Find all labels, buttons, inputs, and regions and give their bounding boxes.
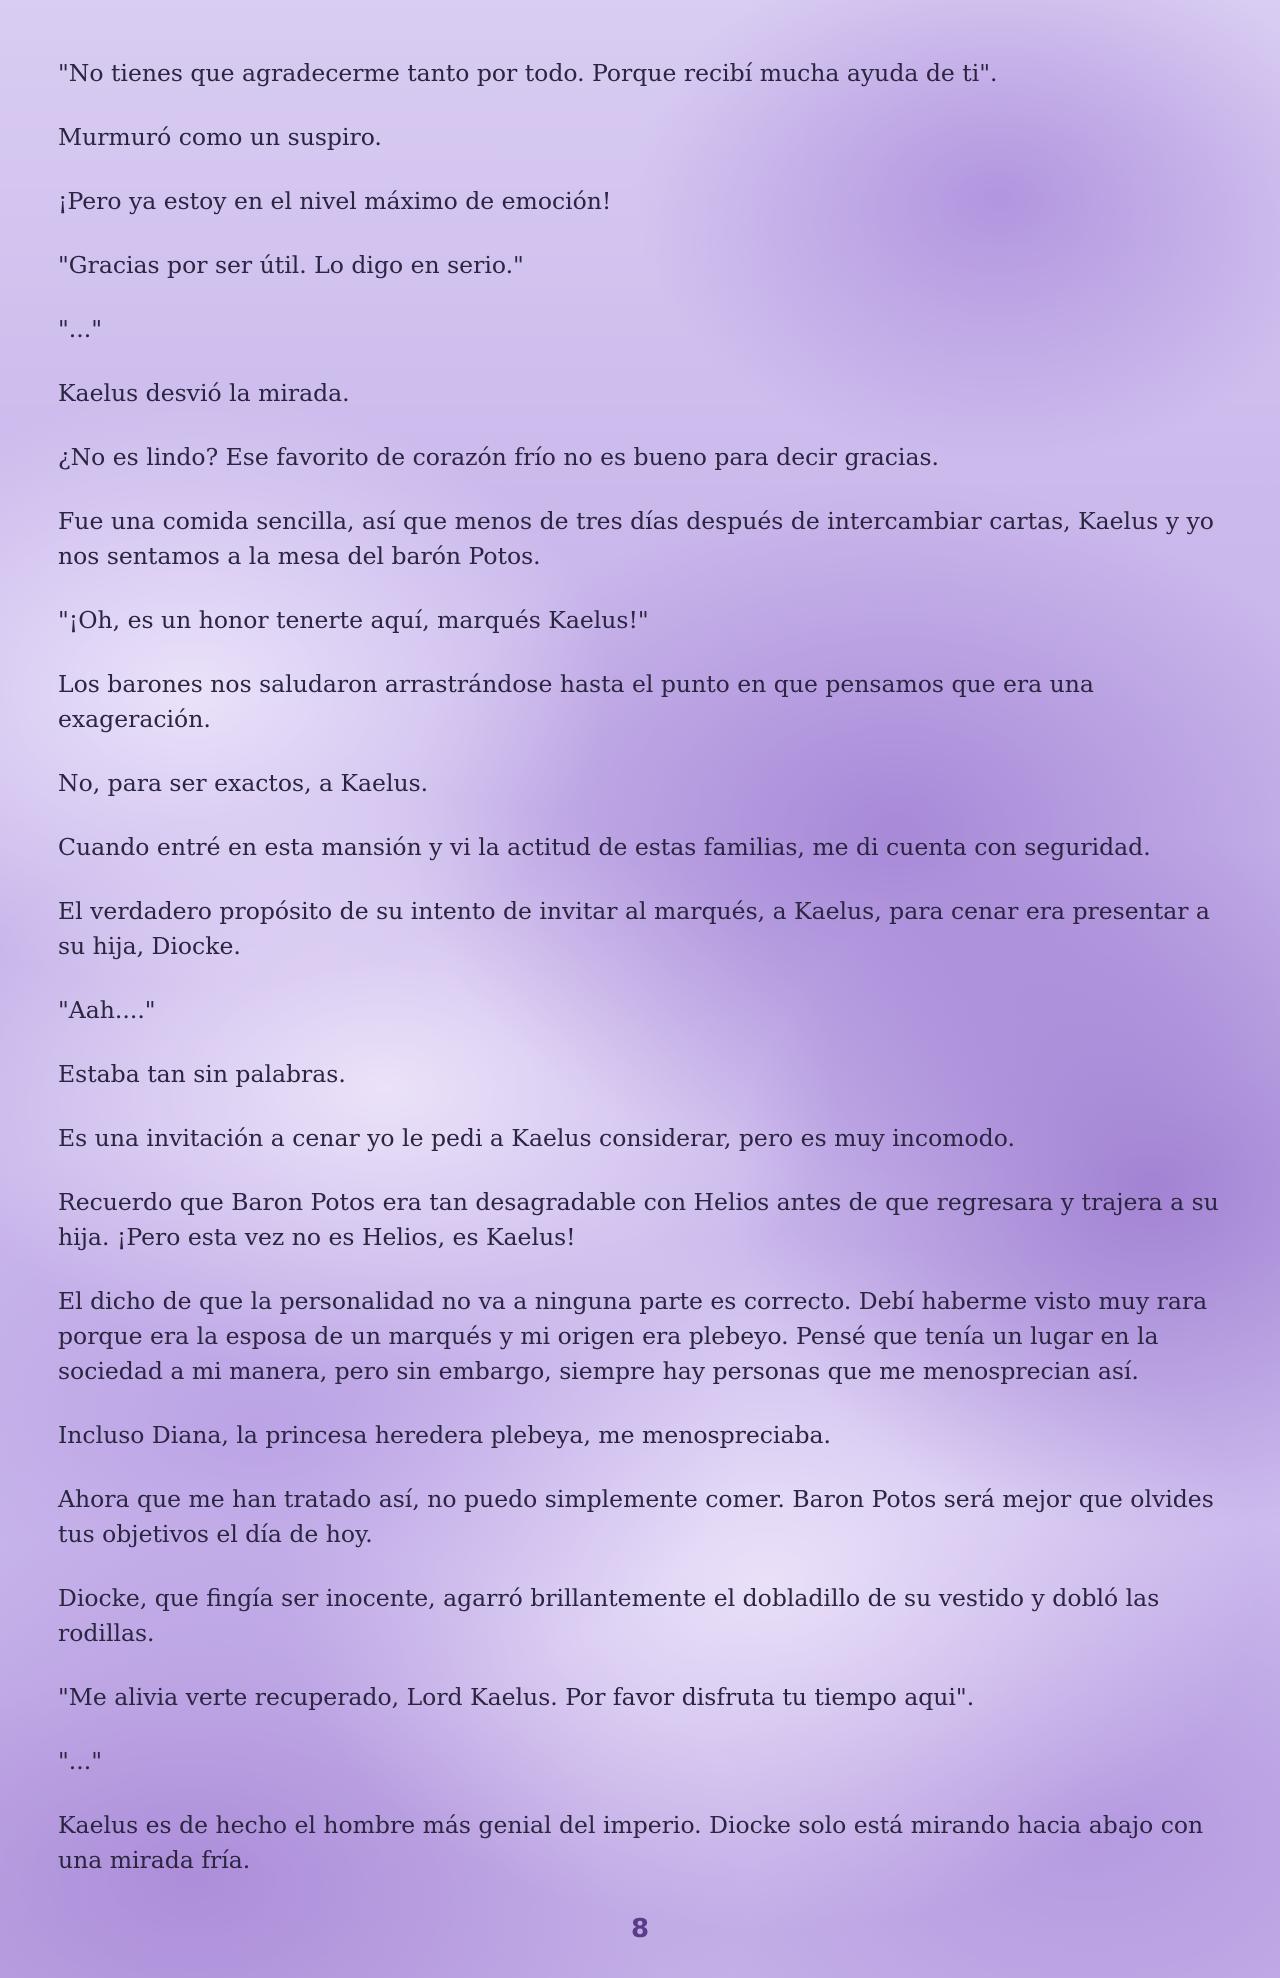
paragraph: "Aah...." bbox=[58, 996, 156, 1024]
paragraph: Estaba tan sin palabras. bbox=[58, 1060, 346, 1088]
paragraph: "..." bbox=[58, 1747, 103, 1775]
paragraph: "¡Oh, es un honor tenerte aquí, marqués Kaelus!" bbox=[58, 606, 649, 634]
paragraph: Los barones nos saludaron arrastrándose hasta el punto en que pensamos que era una exageración. bbox=[58, 670, 1094, 733]
paragraph: El dicho de que la personalidad no va a ninguna parte es correcto. Debí haberme visto muy rara porque era la esposa de un marqués y mi origen era plebeyo. Pensé que tenía un lugar en la sociedad a mi manera, pero sin embargo, siempre hay personas que me menosprecian así. bbox=[58, 1287, 1208, 1385]
paragraph: ¿No es lindo? Ese favorito de corazón frío no es bueno para decir gracias. bbox=[58, 443, 939, 471]
paragraph: El verdadero propósito de su intento de invitar al marqués, a Kaelus, para cenar era presentar a su hija, Diocke. bbox=[58, 897, 1210, 960]
paragraph: "No tienes que agradecerme tanto por todo. Porque recibí mucha ayuda de ti". bbox=[58, 59, 998, 87]
paragraph: "..." bbox=[58, 315, 103, 343]
paragraph: "Me alivia verte recuperado, Lord Kaelus. Por favor disfruta tu tiempo aqui". bbox=[58, 1683, 975, 1711]
paragraph: Diocke, que fingía ser inocente, agarró brillantemente el dobladillo de su vestido y dobló las rodillas. bbox=[58, 1584, 1160, 1647]
paragraph: Cuando entré en esta mansión y vi la actitud de estas familias, me di cuenta con seguridad. bbox=[58, 833, 1151, 861]
paragraph: Kaelus desvió la mirada. bbox=[58, 379, 350, 407]
page-number: 8 bbox=[630, 1914, 650, 1944]
paragraph: Incluso Diana, la princesa heredera plebeya, me menospreciaba. bbox=[58, 1421, 831, 1449]
paragraph: Fue una comida sencilla, así que menos de tres días después de intercambiar cartas, Kaelus y yo nos sentamos a la mesa del barón Potos. bbox=[58, 507, 1214, 570]
document-page bbox=[58, 56, 1228, 1907]
paragraph: No, para ser exactos, a Kaelus. bbox=[58, 769, 429, 797]
paragraph: "Gracias por ser útil. Lo digo en serio." bbox=[58, 251, 524, 279]
paragraph: ¡Pero ya estoy en el nivel máximo de emoción! bbox=[58, 187, 612, 215]
paragraph: Kaelus es de hecho el hombre más genial del imperio. Diocke solo está mirando hacia abajo con una mirada fría. bbox=[58, 1811, 1204, 1874]
paragraph: Ahora que me han tratado así, no puedo simplemente comer. Baron Potos será mejor que olvides tus objetivos el día de hoy. bbox=[58, 1485, 1214, 1548]
paragraph: Es una invitación a cenar yo le pedi a Kaelus considerar, pero es muy incomodo. bbox=[58, 1124, 1015, 1152]
paragraph: Recuerdo que Baron Potos era tan desagradable con Helios antes de que regresara y trajera a su hija. ¡Pero esta vez no es Helios, es Kaelus! bbox=[58, 1188, 1219, 1251]
paragraph: Murmuró como un suspiro. bbox=[58, 123, 382, 151]
